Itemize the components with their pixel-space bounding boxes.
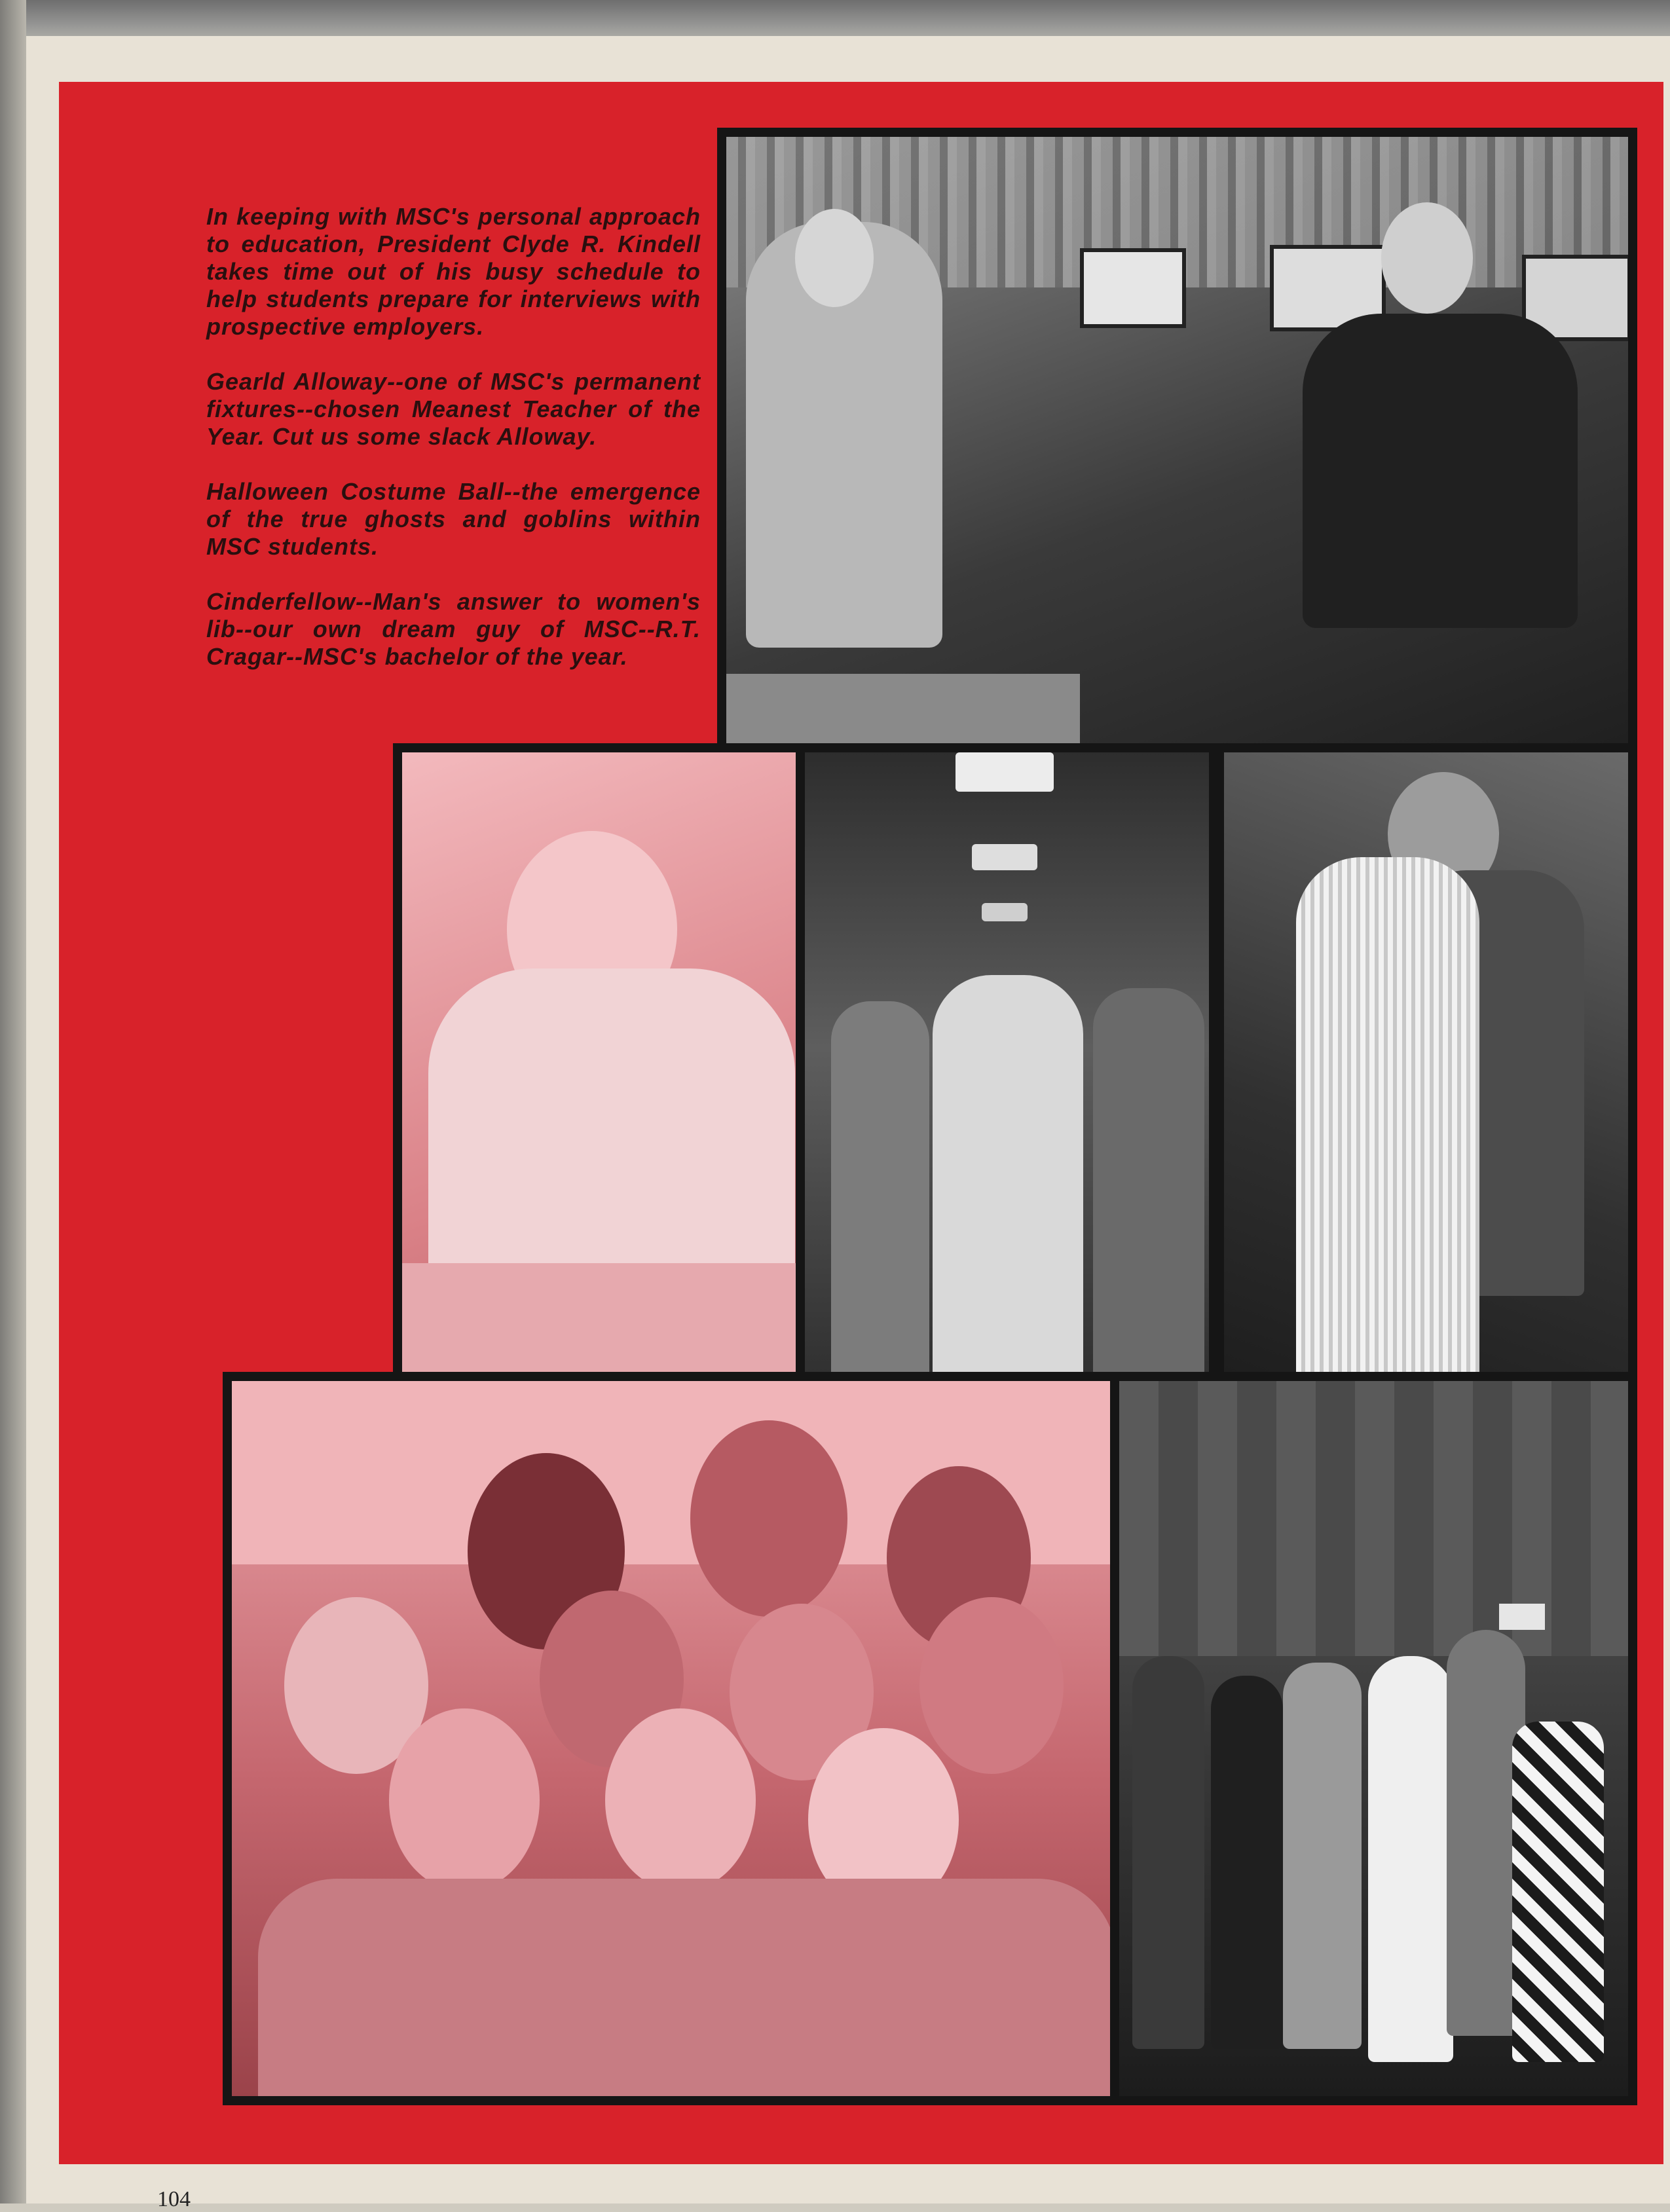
caption-president: In keeping with MSC's personal approach to education, President Clyde R. Kindell takes time out of his busy schedule to help students prepare for interviews with prospective employers. — [206, 203, 701, 340]
photo-halloween-hallway — [796, 743, 1218, 1418]
photo-halloween-dance — [1215, 743, 1637, 1418]
yearbook-page — [26, 36, 1670, 2211]
caption-block — [206, 203, 701, 698]
photo-halloween-hallway-image — [805, 752, 1209, 1409]
photo-alloway-image — [402, 752, 826, 1409]
page-number: 104 — [157, 2187, 191, 2211]
photo-halloween-dance-image — [1224, 752, 1628, 1409]
caption-halloween: Halloween Costume Ball--the emergence of the true ghosts and goblins within MSC students. — [206, 478, 701, 560]
photo-group-image — [232, 1381, 1140, 2096]
caption-alloway: Gearld Alloway--one of MSC's permanent fixtures--chosen Meanest Teacher of the Year. Cut us some slack Alloway. — [206, 368, 701, 450]
cover-edge-left — [0, 0, 26, 2203]
caption-cinderfellow: Cinderfellow--Man's answer to women's lib--our own dream guy of MSC--R.T. Cragar--MSC's bachelor of the year. — [206, 588, 701, 670]
photo-cinderfellow-image — [1119, 1381, 1628, 2096]
photo-president-office — [717, 128, 1637, 783]
photo-cinderfellow — [1110, 1372, 1637, 2105]
photo-president-office-image — [726, 137, 1628, 773]
photo-alloway — [393, 743, 835, 1418]
photo-group — [223, 1372, 1149, 2105]
